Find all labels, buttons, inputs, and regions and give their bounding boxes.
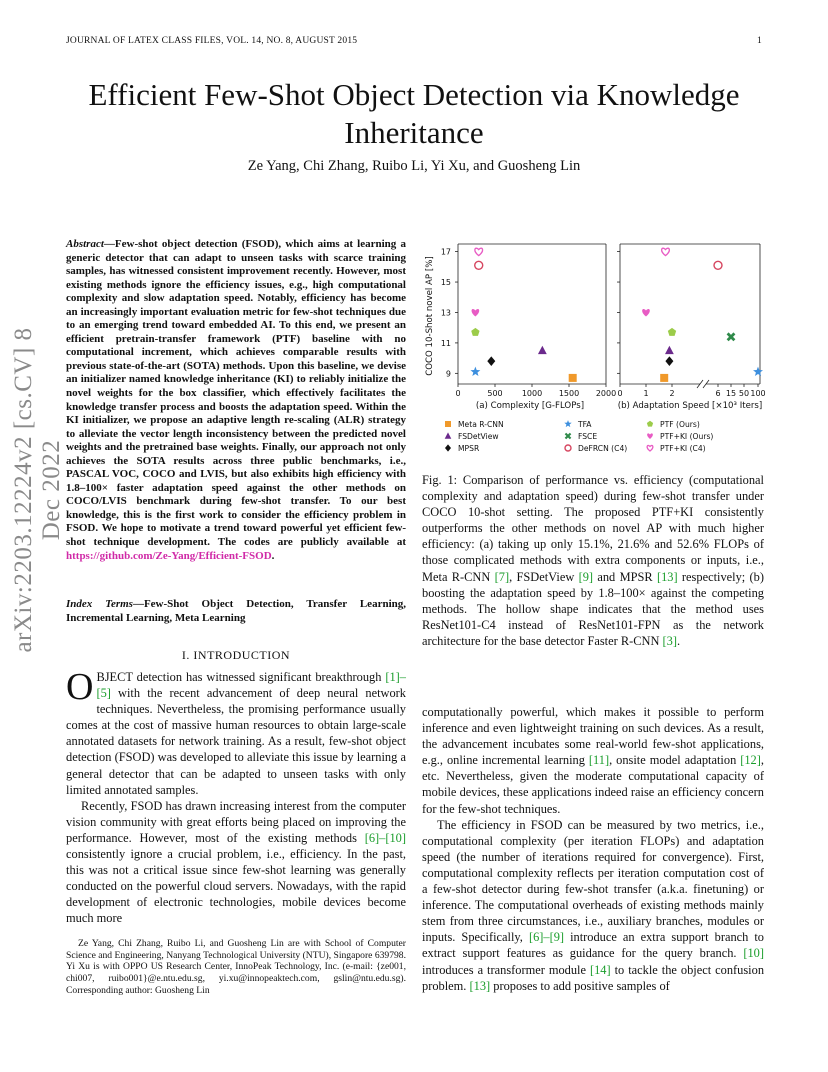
citation-link[interactable]: [11] [588,753,610,768]
data-point-a [470,367,480,376]
data-marks [470,248,763,382]
x-tick-label-a: 2000 [595,389,617,398]
intro-text: with the recent advancement of deep neural network techniques. Nevertheless, the promising performance usually comes at the cost of massive human resources to obtain large-scale annotated datasets for network training. As a result, few-shot object detection (FSOD) was developed to alleviate this issue by learning a general detector that can be adapted to unseen tasks with only limited annotated samples. [66,686,406,797]
intro-paragraph-1 [66,666,406,798]
index-terms-text: —Few-Shot Object Detection, Transfer Learning, Incremental Learning, Meta Learning [66,598,406,624]
right-paragraph-1 [422,704,764,817]
body-text: to tackle the object confusion problem. [422,962,765,993]
citation-link[interactable]: [7] [494,569,510,584]
citation-link[interactable]: [3] [662,633,677,648]
x-tick-label-b: 100 [750,389,766,398]
y-tick-label: 17 [440,247,451,257]
axis-ticks [441,248,766,398]
abstract [66,238,406,563]
legend-label: TFA [578,420,592,429]
x-tick-label-b: 2 [669,389,675,398]
running-header: JOURNAL OF LATEX CLASS FILES, VOL. 14, NO. 8, AUGUST 2015 [66,36,358,46]
x-tick-label-a: 500 [487,389,503,398]
y-tick-label: 15 [440,278,451,288]
intro-right-column [422,704,764,994]
legend-label: FSCE [578,432,598,441]
code-link[interactable]: https://github.com/Ze-Yang/Efficient-FSOD [66,549,272,562]
author-list: Ze Yang, Chi Zhang, Ruibo Li, Yi Xu, and Guosheng Lin [247,158,581,174]
abstract-end: . [271,549,275,562]
citation-link[interactable]: [13] [469,978,491,993]
drop-cap: O [66,666,94,708]
caption-text: , FSDetView [509,569,579,584]
paper-title: Efficient Few-Shot Object Detection via Knowledge Inheritance [88,77,740,150]
data-point-a [487,356,495,366]
legend-label: DeFRCN (C4) [578,444,628,453]
citation-link[interactable]: [10] [743,946,764,961]
index-terms-lead: Index Terms [66,598,133,610]
data-point-b [665,346,674,354]
legend-marker [647,421,653,427]
legend-label: MPSR [458,444,480,453]
figure-svg [418,238,768,460]
x-tick-label-a: 1500 [558,389,580,398]
x-axis-label-b: (b) Adaptation Speed [×10³ Iters] [617,401,763,411]
legend-label: Meta R-CNN [458,420,504,429]
data-point-b [714,261,722,269]
legend-label: PTF (Ours) [660,420,700,429]
legend-marker [647,445,653,451]
legend [445,420,714,453]
citation-link[interactable]: [1]–[5] [96,670,406,701]
body-text: proposes to add positive samples of [490,978,670,993]
intro-text: BJECT detection has witnessed significant breakthrough [96,670,386,684]
intro-left-column [66,666,406,927]
x-tick-label-b: 6 [715,389,721,398]
citation-link[interactable]: [6]–[9] [528,930,565,945]
legend-marker [445,444,451,451]
y-axis-label: COCO 10-Shot novel AP [%] [425,256,435,376]
intro-text: consistently ignore a crucial problem, i.e., efficiency. In the past, this was not a critical issue since few-shot learning was generally conducted on the powerful cloud servers. Nowadays, with the rapid development of electronic technologies, mobile devices become much more [66,847,406,926]
x-tick-label-b: 1 [643,389,649,398]
arxiv-stamp: arXiv:2203.12224v2 [cs.CV] 8 Dec 2022 [10,327,65,653]
x-tick-label-b: 50 [738,389,750,398]
citation-link[interactable]: [6]–[10] [364,830,406,845]
y-tick-label: 11 [440,338,451,348]
index-terms [66,598,406,625]
panel-b [620,244,760,388]
data-point-b [753,367,763,376]
body-text: , etc. Nevertheless, given the moderate computational capacity of mobile devices, these applications indeed raise an efficiency concern for the few-shot techniques. [422,753,764,816]
body-text: , onsite model adaptation [609,753,741,768]
body-text: The efficiency in FSOD can be measured by two metrics, i.e., computational complexity (per iteration FLOPs) and adaptation speed (the number of iterations required for convergence). First, computational complexity reflects per iteration computation cost of a few-shot detector during few-shot transfer (a.k.a. finetuning) or inference. The computational overheads of existing methods mainly stem from three circumstances, i.e., auxiliary branches, modules or inputs. Specifically, [422,817,764,945]
data-point-a [569,374,577,382]
x-axis-label-a: (a) Complexity [G-FLOPs] [475,401,585,411]
affiliation-footnote: Ze Yang, Chi Zhang, Ruibo Li, and Guosheng Lin are with School of Computer Science and Engineering, Nanyang Technological University (NTU), Singapore 639798. Yi Xu is with OPPO US Research Center, InnoPeak Technology, Inc. (e-mail: {ze001, chi007, ruibo001}@e.ntu.edu.sg, yi.xu@innopeaktech.com, gslin@ntu.edu.sg). Corresponding author: Guosheng Lin [66,938,406,996]
y-tick-label: 13 [440,308,451,318]
data-point-a [538,346,547,354]
legend-label: PTF+KI (C4) [660,444,706,453]
section-heading: I. INTRODUCTION [181,648,291,662]
data-point-a [475,248,483,255]
caption-text: respectively; (b) boosting the adaptation speed by 1.8–100× against the competing methods. The hollow shape indicates that the method uses ResNet101-C4 instead of ResNet101-FPN as the network architecture for the base detector Faster R-CNN [422,569,764,648]
legend-marker [565,433,572,440]
data-point-b [665,356,673,366]
data-point-b [668,328,676,336]
citation-link[interactable]: [9] [578,569,594,584]
y-tick-label: 9 [445,369,451,379]
abstract-lead: Abstract [66,238,104,250]
legend-label: PTF+KI (Ours) [660,432,714,441]
legend-marker [564,420,571,427]
x-tick-label-a: 0 [455,389,461,398]
data-point-b [662,248,670,255]
legend-marker [445,421,451,427]
figure-caption [422,472,764,649]
data-point-a [475,261,483,269]
legend-marker [445,432,452,438]
citation-link[interactable]: [14] [589,962,611,977]
caption-text: . [676,633,681,648]
intro-paragraph-2 [66,798,406,927]
body-text: introduce an extra support branch to extract support features as guidance for the query branch. [422,930,765,961]
legend-marker [647,433,653,439]
data-point-b [660,374,668,382]
figure-1 [418,238,768,460]
body-text: computationally powerful, which makes it possible to perform inference and even lightweight training on such devices. As a result, the advancement incubates some real-world few-shot applications, e.g., online incremental learning [422,705,764,768]
citation-link[interactable]: [13] [656,569,678,584]
body-text: introduces a transformer module [422,962,590,977]
legend-marker [565,445,571,451]
data-point-a [472,309,480,316]
citation-link[interactable]: [12] [740,753,761,768]
caption-text: and MPSR [593,569,657,584]
x-tick-label-b: 15 [725,389,737,398]
abstract-text: —Few-shot object detection (FSOD), which aims at learning a generic detector that can adapt to unseen tasks with scarce training samples, has witnessed consistent improvement recently. However, most existing methods ignore the efficiency issues, e.g., high computational complexity and slow adaptation speed. Notably, efficiency has become an increasingly important evaluation metric for few-shot techniques due to an emerging trend toward embedded AI. To this end, we present an efficient pretrain-transfer framework (PTF) baseline with no computational increment, which achieves comparable results with previous state-of-the-art (SOTA) methods. Upon this baseline, we devise an initializer named knowledge inheritance (KI) to reliably initialize the novel weights for the box classifier, which effectively facilitates the knowledge transfer process and boosts the adaptation speed. Within the KI initializer, we propose an adaptive length re-scaling (ALR) strategy to alleviate the vector length inconsistency between the predicted novel weights and the pretrained base weights. Finally, our approach not only achieves the SOTA results across three public benchmarks, i.e., PASCAL VOC, COCO and LVIS, but also exhibits high efficiency with 1.8–100× faster adaptation speed against the other methods on COCO/LVIS benchmark during few-shot transfer. To our best knowledge, this is the first work to consider the efficiency problem in FSOD. We hope to motivate a trend toward powerful yet efficient few-shot technique development. The codes are publicly available at [66,238,406,549]
caption-text: Fig. 1: Comparison of performance vs. efficiency (computational complexity and adaptation speed) during few-shot transfer under COCO 10-shot setting. The proposed PTF+KI consistently outperforms the other methods on novel AP with much higher efficiency: (a) taking up only 15.1%, 21.6% and 52.6% FLOPs of those complicated methods with extra components or inputs, i.e., Meta R-CNN [422,473,764,584]
data-point-a [471,328,479,336]
legend-label: FSDetView [458,432,499,441]
page-number: 1 [757,36,762,46]
data-point-b [642,309,650,316]
data-point-b [727,332,736,341]
panel-a [458,244,606,384]
x-tick-label-b: 0 [617,389,623,398]
right-paragraph-2 [422,817,764,994]
x-tick-label-a: 1000 [521,389,543,398]
intro-text: Recently, FSOD has drawn increasing interest from the computer vision community with great efforts being placed on improving the performance. However, most of the existing methods [66,798,406,845]
